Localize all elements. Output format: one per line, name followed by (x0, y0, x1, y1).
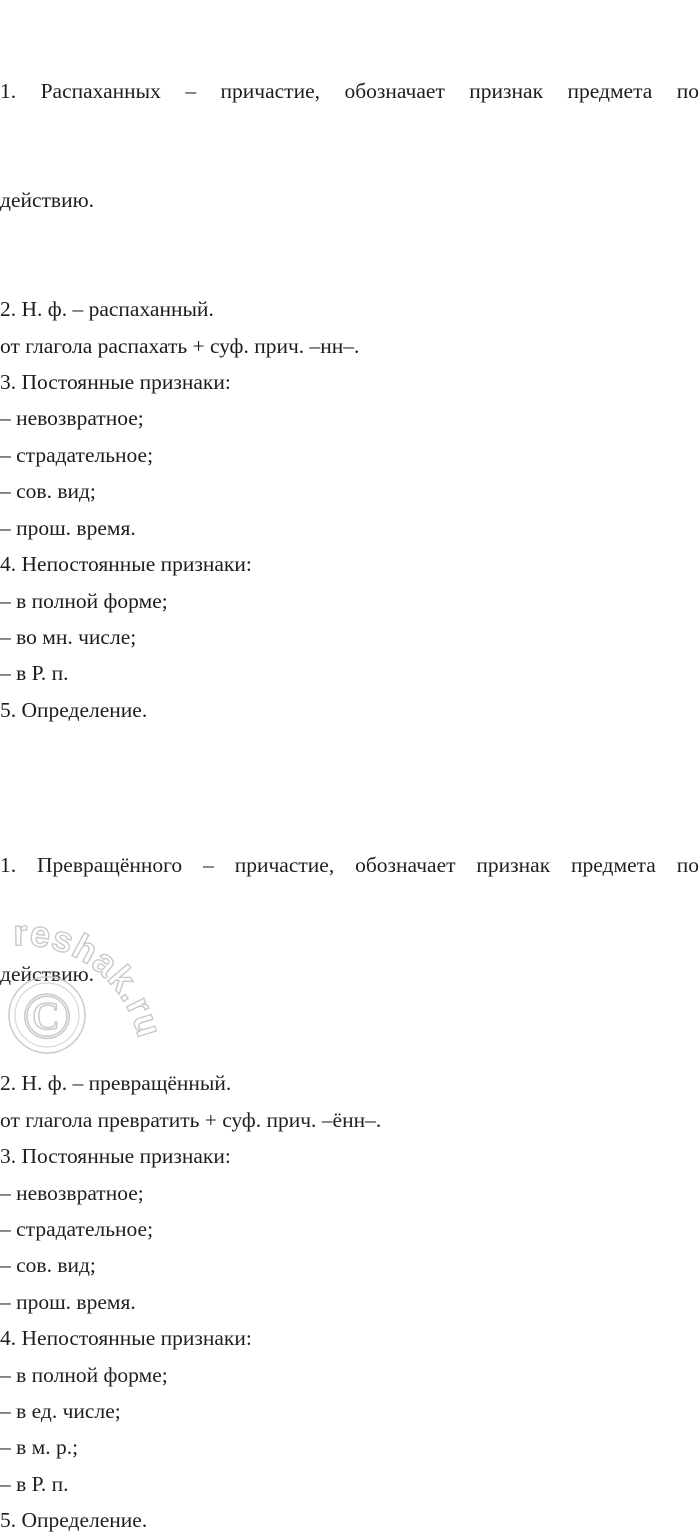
analysis-2-line-derivation: от глагола превратить + суф. прич. –ённ–. (0, 1107, 382, 1132)
analysis-1-line-initial-form: 2. Н. ф. – распаханный. (0, 297, 214, 322)
watermark-text: reshak.ru (12, 912, 171, 1043)
analysis-2-line-intro-row2: действию. (0, 962, 95, 987)
analysis-1-feature-full-form: – в полной форме; (0, 588, 168, 613)
analysis-2-feature-tense: – прош. время. (0, 1289, 136, 1314)
analysis-2-heading-variable-features: 4. Непостоянные признаки: (0, 1326, 252, 1351)
analysis-2-feature-aspect: – сов. вид; (0, 1253, 96, 1278)
analysis-2-line-syntactic-role: 5. Определение. (0, 1508, 148, 1533)
analysis-1-line-intro (0, 0, 699, 291)
analysis-2-feature-passive: – страдательное; (0, 1217, 154, 1241)
analysis-2-line-intro-row1: 1. Превращённого – причастие, обозначает признак предмета по (0, 852, 699, 877)
analysis-1-heading-constant-features: 3. Постоянные признаки: (0, 370, 231, 395)
analysis-1-line-intro-row2: действию. (0, 188, 95, 213)
analysis-2-feature-case: – в Р. п. (0, 1471, 69, 1496)
morphological-analysis-block-2 (0, 774, 699, 1539)
analysis-2-feature-gender: – в м. р.; (0, 1435, 79, 1460)
analysis-1-feature-aspect: – сов. вид; (0, 479, 96, 504)
analysis-1-line-intro-row1: 1. Распаханных – причастие, обозначает признак предмета по (0, 78, 699, 103)
analysis-1-feature-tense: – прош. время. (0, 515, 136, 540)
copyright-glyph: © (21, 980, 73, 1053)
block-separator (0, 728, 699, 774)
analysis-2-line-intro (0, 774, 699, 1065)
analysis-1-feature-number: – во мн. числе; (0, 624, 137, 649)
analysis-1-heading-variable-features: 4. Непостоянные признаки: (0, 552, 252, 577)
analysis-2-line-initial-form: 2. Н. ф. – превращённый. (0, 1071, 232, 1096)
analysis-2-feature-number: – в ед. числе; (0, 1399, 121, 1424)
morphological-analysis-block-1 (0, 0, 699, 728)
analysis-1-feature-passive: – страдательное; (0, 442, 154, 467)
analysis-2-heading-constant-features: 3. Постоянные признаки: (0, 1144, 231, 1169)
analysis-1-line-syntactic-role: 5. Определение. (0, 697, 148, 722)
analysis-1-feature-case: – в Р. п. (0, 661, 69, 686)
analysis-2-feature-full-form: – в полной форме; (0, 1362, 168, 1387)
analysis-1-line-derivation: от глагола распахать + суф. прич. –нн–. (0, 333, 360, 358)
analysis-2-feature-nonreflexive: – невозвратное; (0, 1180, 144, 1205)
analysis-1-feature-nonreflexive: – невозвратное; (0, 406, 144, 431)
